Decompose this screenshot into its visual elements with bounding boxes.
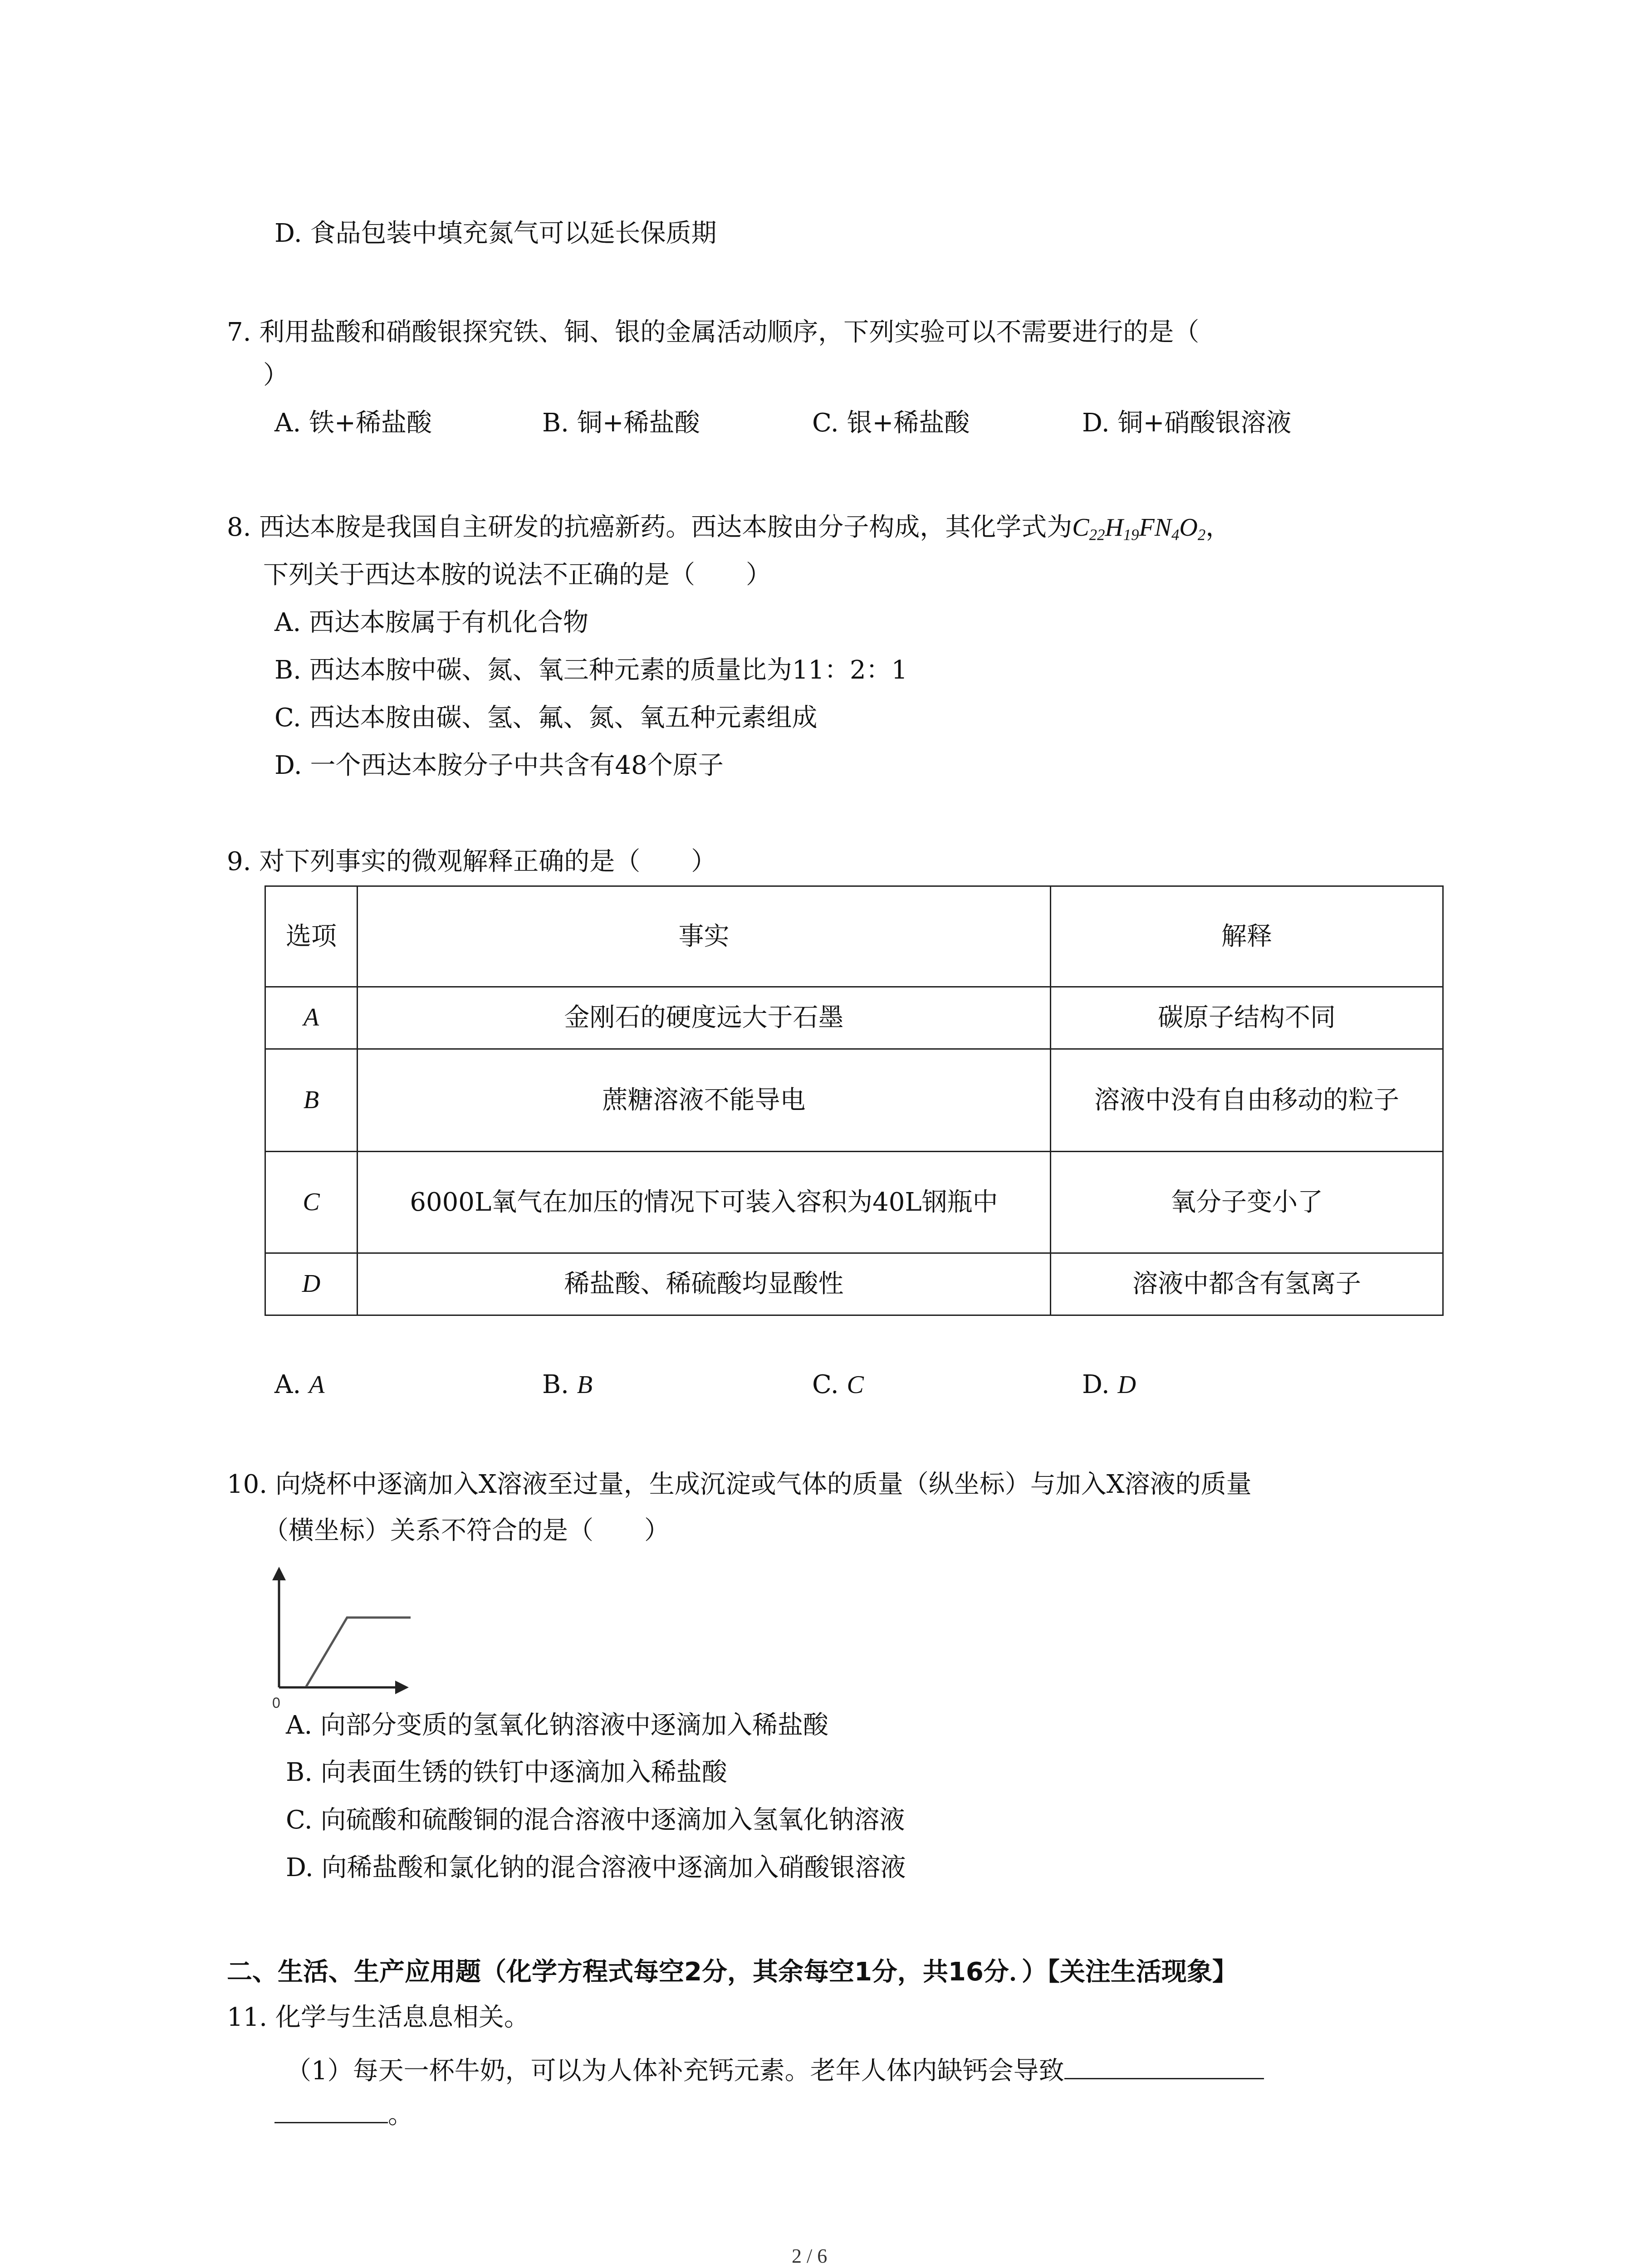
table-cell-fact: 蔗糖溶液不能导电 (358, 1049, 1051, 1152)
q8-stem-line1 (227, 513, 1231, 544)
table-row (265, 1152, 1443, 1253)
q9-stem: 9. 对下列事实的微观解释正确的是（ ） (227, 847, 717, 876)
q8-option-d: D. 一个西达本胺分子中共含有48个原子 (274, 751, 724, 780)
q11-sub1: （1）每天一杯牛奶，可以为人体补充钙元素。老年人体内缺钙会导致 (286, 2053, 1264, 2084)
table-row (265, 1049, 1443, 1152)
table-row (265, 987, 1443, 1049)
q8-stem-line2: 下列关于西达本胺的说法不正确的是（ ） (263, 560, 771, 590)
q8-stem-suffix: ， (1205, 513, 1231, 542)
q10-option-d: D. 向稀盐酸和氯化钠的混合溶液中逐滴加入硝酸银溶液 (286, 1853, 906, 1882)
q11-stem: 11. 化学与生活息息相关。 (227, 2003, 529, 2032)
table-header-option: 选项 (265, 886, 358, 987)
section2-title: 二、生活、生产应用题（化学方程式每空2分，其余每空1分，共16分．）【关注生活现象】 (227, 1957, 1238, 1987)
q8-option-b: B. 西达本胺中碳、氮、氧三种元素的质量比为11：2：1 (274, 655, 908, 685)
q11-answer-blank-2[interactable] (274, 2097, 388, 2123)
q11-answer-blank-1[interactable] (1064, 2053, 1264, 2079)
table-cell-option: C (265, 1152, 358, 1253)
q6-option-d: D. 食品包装中填充氮气可以延长保质期 (274, 219, 717, 248)
q9-answer-d: D. D (1082, 1370, 1136, 1399)
q10-graph (268, 1560, 417, 1715)
q11-sub1-continuation: 。 (274, 2097, 413, 2128)
table-header-fact: 事实 (358, 886, 1051, 987)
q9-answer-b: B. B (542, 1370, 593, 1399)
table-row (265, 1253, 1443, 1315)
q9-answer-a: A. A (274, 1370, 325, 1399)
table-cell-explain: 碳原子结构不同 (1051, 987, 1443, 1049)
q7-option-b: B. 铜+稀盐酸 (542, 408, 700, 438)
table-cell-option: D (265, 1253, 358, 1315)
q10-option-a: A. 向部分变质的氢氧化钠溶液中逐滴加入稀盐酸 (286, 1711, 829, 1740)
table-cell-fact: 金刚石的硬度远大于石墨 (358, 987, 1051, 1049)
table-cell-option: A (265, 987, 358, 1049)
q7-option-c: C. 银+稀盐酸 (812, 408, 970, 438)
q10-option-b: B. 向表面生锈的铁钉中逐滴加入稀盐酸 (286, 1758, 727, 1787)
q10-stem-line2: （横坐标）关系不符合的是（ ） (263, 1516, 670, 1545)
table-header-row (265, 886, 1443, 987)
q7-stem-line2: ） (263, 361, 289, 390)
page-number: 2 / 6 (792, 2245, 828, 2267)
q10-stem-line1: 10. 向烧杯中逐滴加入X溶液至过量，生成沉淀或气体的质量（纵坐标）与加入X溶液的质量 (227, 1470, 1252, 1499)
table-cell-fact: 6000L氧气在加压的情况下可装入容积为40L钢瓶中 (358, 1152, 1051, 1253)
q10-option-c: C. 向硫酸和硫酸铜的混合溶液中逐滴加入氢氧化钠溶液 (286, 1805, 905, 1835)
table-cell-option: B (265, 1049, 358, 1152)
table-header-explain: 解释 (1051, 886, 1443, 987)
table-cell-explain: 溶液中没有自由移动的粒子 (1051, 1049, 1443, 1152)
q8-stem-prefix: 8. 西达本胺是我国自主研发的抗癌新药。西达本胺由分子构成，其化学式为 (227, 513, 1073, 542)
table-cell-explain: 溶液中都含有氢离子 (1051, 1253, 1443, 1315)
q7-option-a: A. 铁+稀盐酸 (274, 408, 432, 438)
table-cell-fact: 稀盐酸、稀硫酸均显酸性 (358, 1253, 1051, 1315)
q8-formula: $C_{22}H_{19}FN_4O_2$ (1072, 513, 1206, 544)
table-cell-explain: 氧分子变小了 (1051, 1152, 1443, 1253)
q9-table (265, 885, 1444, 1316)
graph-curve (306, 1618, 411, 1686)
q8-option-c: C. 西达本胺由碳、氢、氟、氮、氧五种元素组成 (274, 703, 818, 733)
q7-option-d: D. 铜+硝酸银溶液 (1082, 408, 1292, 438)
graph-origin-label: 0 (272, 1695, 280, 1711)
q7-stem-line1: 7. 利用盐酸和硝酸银探究铁、铜、银的金属活动顺序，下列实验可以不需要进行的是（ (227, 318, 1200, 347)
q9-answer-c: C. C (812, 1370, 864, 1399)
q8-option-a: A. 西达本胺属于有机化合物 (274, 608, 589, 637)
